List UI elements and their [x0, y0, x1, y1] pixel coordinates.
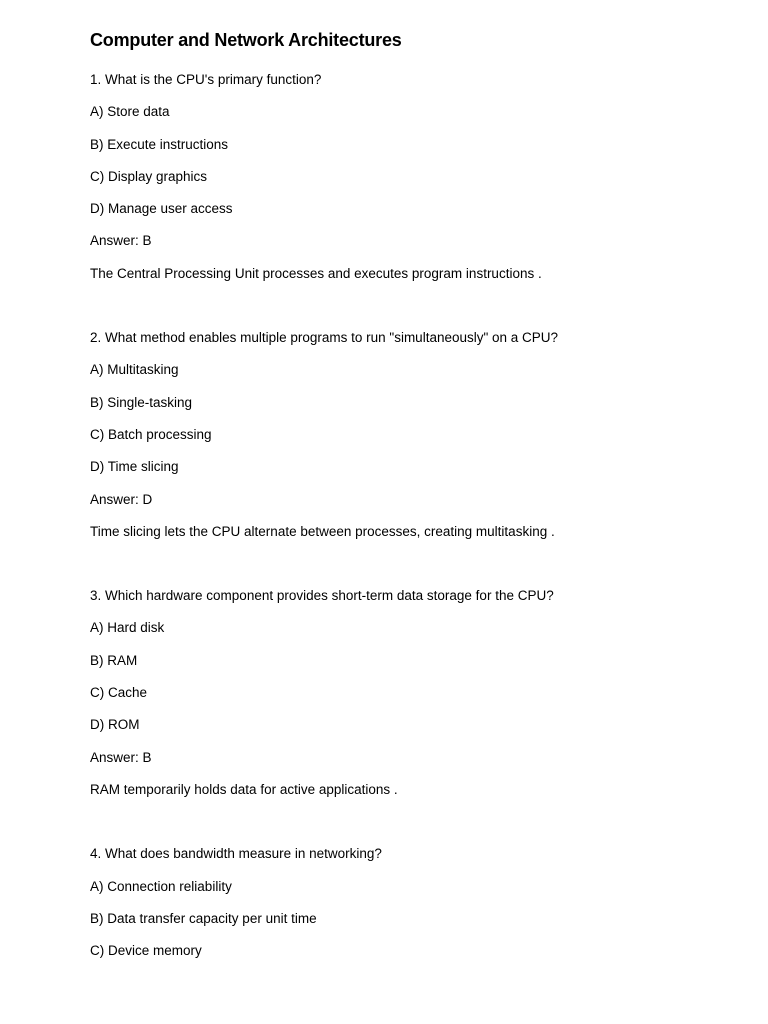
option-a: A) Hard disk — [90, 620, 165, 636]
question-text: 4. What does bandwidth measure in networking? — [90, 846, 382, 862]
document-page — [90, 28, 730, 967]
option-d: D) Time slicing — [90, 459, 179, 475]
option-b: B) Data transfer capacity per unit time — [90, 910, 317, 926]
question-block-3 — [90, 580, 730, 806]
explanation-text: Time slicing lets the CPU alternate between processes, creating multitasking . — [90, 523, 555, 539]
question-block-1 — [90, 64, 730, 290]
option-a: A) Store data — [90, 104, 170, 120]
answer-text: Answer: B — [90, 233, 152, 249]
option-d: D) ROM — [90, 717, 140, 733]
answer-text: Answer: B — [90, 749, 152, 765]
question-text: 2. What method enables multiple programs to run "simultaneously" on a CPU? — [90, 330, 559, 346]
option-b: B) RAM — [90, 652, 138, 668]
question-block-4 — [90, 838, 730, 967]
option-c: C) Display graphics — [90, 168, 208, 184]
document-title: Computer and Network Architectures — [90, 30, 402, 50]
question-text: 1. What is the CPU's primary function? — [90, 72, 322, 87]
explanation-text: RAM temporarily holds data for active applications . — [90, 781, 398, 797]
option-d: D) Manage user access — [90, 201, 233, 217]
option-c: C) Device memory — [90, 943, 202, 959]
option-c: C) Cache — [90, 685, 148, 701]
option-a: A) Multitasking — [90, 362, 179, 378]
question-block-2 — [90, 322, 730, 548]
option-a: A) Connection reliability — [90, 878, 232, 894]
option-b: B) Single-tasking — [90, 394, 193, 410]
question-text: 3. Which hardware component provides short-term data storage for the CPU? — [90, 588, 554, 604]
explanation-text: The Central Processing Unit processes and executes program instructions . — [90, 265, 542, 281]
answer-text: Answer: D — [90, 491, 153, 507]
option-b: B) Execute instructions — [90, 136, 229, 152]
option-c: C) Batch processing — [90, 426, 212, 442]
